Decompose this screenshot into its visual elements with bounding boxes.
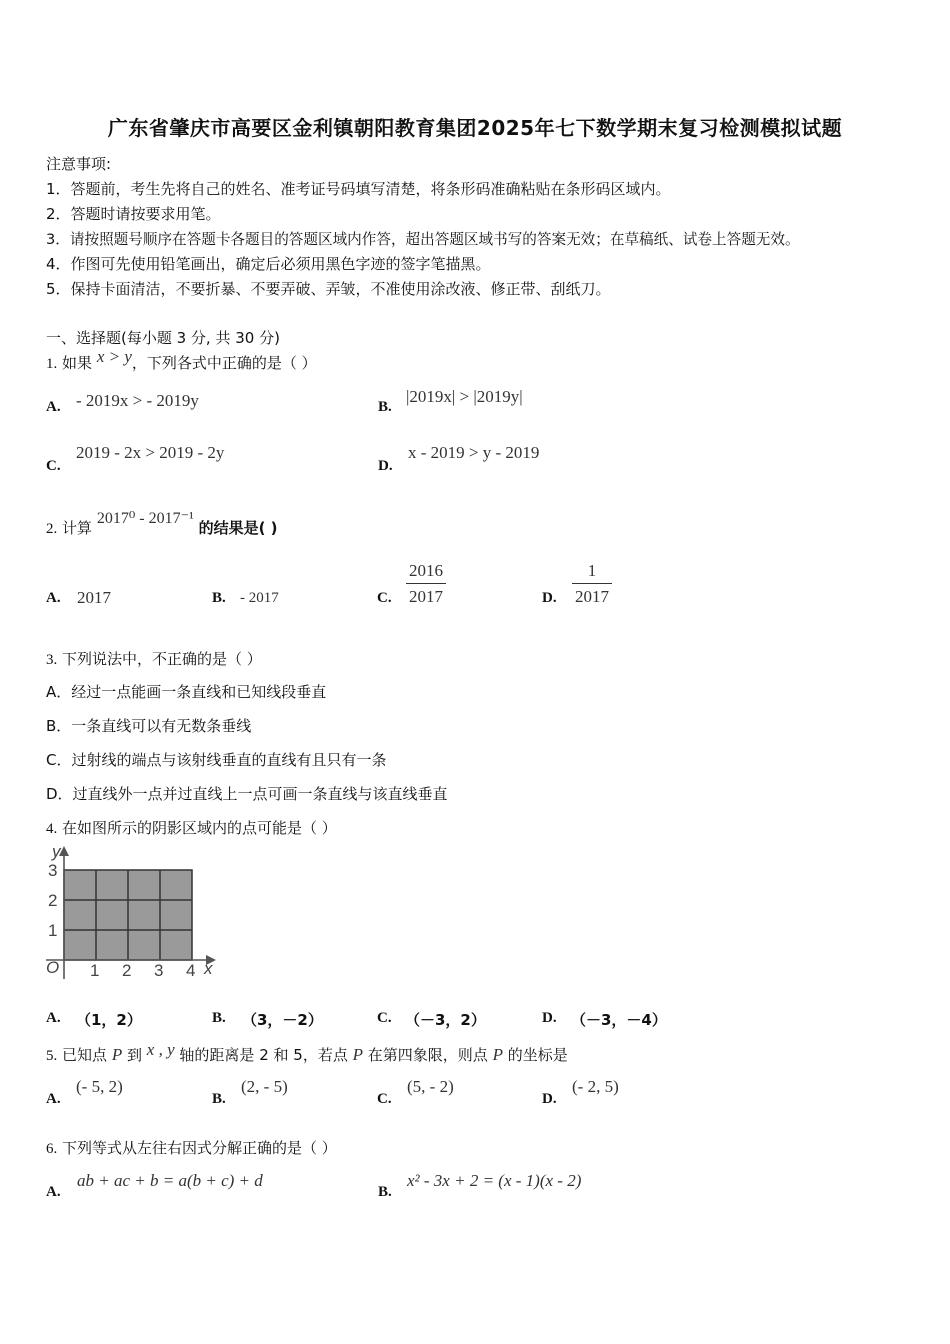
option-c-coordinate: （－3，2）	[405, 1011, 486, 1029]
option-label: C.	[377, 590, 392, 606]
question-text: 下列等式从左往右因式分解正确的是（ ）	[62, 1139, 337, 1157]
section-heading: 一、选择题(每小题 3 分, 共 30 分)	[46, 329, 280, 347]
notice-item: 5．保持卡面清洁，不要折暴、不要弄破、弄皱，不准使用涂改液、修正带、刮纸刀。	[46, 280, 611, 298]
question-text: 如果	[62, 354, 93, 372]
question-number: 4.	[46, 821, 58, 837]
question-text: 在第四象限，则点	[367, 1046, 488, 1064]
option-b-value: - 2017	[240, 590, 279, 606]
x-tick-label: 4	[186, 961, 196, 980]
option-d-expression: x - 2019 > y - 2019	[408, 443, 540, 462]
option-label: A.	[46, 1184, 61, 1200]
numerator: 2016	[406, 561, 446, 584]
question-number: 5.	[46, 1048, 58, 1064]
question-1	[46, 347, 317, 373]
question-text: 计算	[62, 519, 93, 537]
question-number: 1.	[46, 356, 58, 372]
point-p: P	[492, 1045, 503, 1064]
option-label: B.	[378, 1184, 392, 1200]
option-label: B.	[212, 590, 226, 606]
x-axis-label: x	[204, 959, 213, 978]
question-4	[46, 817, 337, 838]
option-a-coordinate: (- 5, 2)	[76, 1077, 123, 1096]
option-label: B.	[212, 1091, 226, 1107]
question-text: 已知点	[62, 1046, 108, 1064]
y-tick-label: 3	[48, 861, 58, 880]
option-a-coordinate: （1，2）	[76, 1011, 142, 1029]
question-text: 的坐标是	[507, 1046, 568, 1064]
option-d-coordinate: (- 2, 5)	[572, 1077, 619, 1096]
option-a-expression: ab + ac + b = a(b + c) + d	[77, 1171, 263, 1190]
point-p: P	[352, 1045, 363, 1064]
coordinate-grid-figure	[44, 843, 220, 981]
option-label: D.	[378, 458, 393, 474]
notice-heading: 注意事项:	[46, 155, 112, 173]
option-b-coordinate: （3，－2）	[242, 1011, 323, 1029]
x-tick-label: 1	[90, 961, 100, 980]
option-label: A.	[46, 399, 61, 415]
question-number: 2.	[46, 521, 58, 537]
question-number: 6.	[46, 1141, 58, 1157]
notice-item: 2．答题时请按要求用笔。	[46, 205, 221, 223]
option-b-coordinate: (2, - 5)	[241, 1077, 288, 1096]
question-2	[46, 510, 278, 538]
x-tick-label: 3	[154, 961, 164, 980]
x-tick-label: 2	[122, 961, 132, 980]
option-d-fraction	[572, 561, 612, 607]
denominator: 2017	[409, 587, 443, 606]
option-c-fraction	[406, 561, 446, 607]
question-number: 3.	[46, 652, 58, 668]
math-expression: x > y	[96, 347, 132, 366]
notice-item: 1．答题前，考生先将自己的姓名、准考证号码填写清楚，将条形码准确粘贴在条形码区域内。	[46, 180, 671, 198]
question-6	[46, 1137, 337, 1158]
option-a: A．经过一点能画一条直线和已知线段垂直	[46, 683, 327, 701]
option-c-coordinate: (5, - 2)	[407, 1077, 454, 1096]
notice-item: 3．请按照题号顺序在答题卡各题目的答题区域内作答，超出答题区域书写的答案无效；在草稿纸、试卷上答题无效。	[46, 231, 800, 248]
option-label: A.	[46, 1091, 61, 1107]
question-text: 在如图所示的阴影区域内的点可能是（ ）	[62, 819, 337, 837]
y-axis-arrow-icon	[59, 846, 69, 856]
option-a-expression: - 2019x > - 2019y	[76, 391, 199, 410]
y-tick-label: 1	[48, 921, 58, 940]
option-a-value: 2017	[77, 588, 111, 607]
point-p: P	[111, 1045, 123, 1064]
page-title: 广东省肇庆市高要区金利镇朝阳教育集团2025年七下数学期末复习检测模拟试题	[107, 116, 843, 140]
question-text: 到	[127, 1046, 143, 1064]
option-d: D．过直线外一点并过直线上一点可画一条直线与该直线垂直	[46, 785, 448, 803]
option-d-coordinate: （－3，－4）	[571, 1011, 667, 1029]
question-5	[46, 1040, 568, 1065]
option-label: B.	[212, 1010, 226, 1026]
option-label: B.	[378, 399, 392, 415]
option-label: C.	[46, 458, 61, 474]
option-label: D.	[542, 1091, 557, 1107]
notice-item: 4．作图可先使用铅笔画出，确定后必须用黑色字迹的签字笔描黑。	[46, 255, 491, 273]
question-text: 轴的距离是 2 和 5，若点	[179, 1046, 348, 1064]
numerator: 1	[572, 561, 612, 584]
y-axis-label: y	[52, 843, 61, 861]
option-label: C.	[377, 1010, 392, 1026]
option-b-expression: x² - 3x + 2 = (x - 1)(x - 2)	[407, 1171, 582, 1190]
option-c-expression: 2019 - 2x > 2019 - 2y	[76, 443, 225, 462]
option-label: C.	[377, 1091, 392, 1107]
question-text: 下列说法中，不正确的是（ ）	[62, 650, 262, 668]
math-expression: 2017⁰ - 2017⁻¹	[96, 510, 194, 527]
axes-xy: x , y	[146, 1040, 175, 1059]
option-label: A.	[46, 590, 61, 606]
question-text: 的结果是( )	[198, 519, 278, 537]
option-label: D.	[542, 1010, 557, 1026]
question-3	[46, 648, 262, 669]
y-tick-label: 2	[48, 891, 58, 910]
question-text: ，下列各式中正确的是（ ）	[131, 354, 317, 372]
denominator: 2017	[575, 587, 609, 606]
option-c: C．过射线的端点与该射线垂直的直线有且只有一条	[46, 751, 387, 769]
origin-label: O	[46, 958, 60, 977]
option-label: D.	[542, 590, 557, 606]
option-b: B．一条直线可以有无数条垂线	[46, 717, 252, 735]
option-b-expression: |2019x| > |2019y|	[406, 387, 523, 406]
option-label: A.	[46, 1010, 61, 1026]
